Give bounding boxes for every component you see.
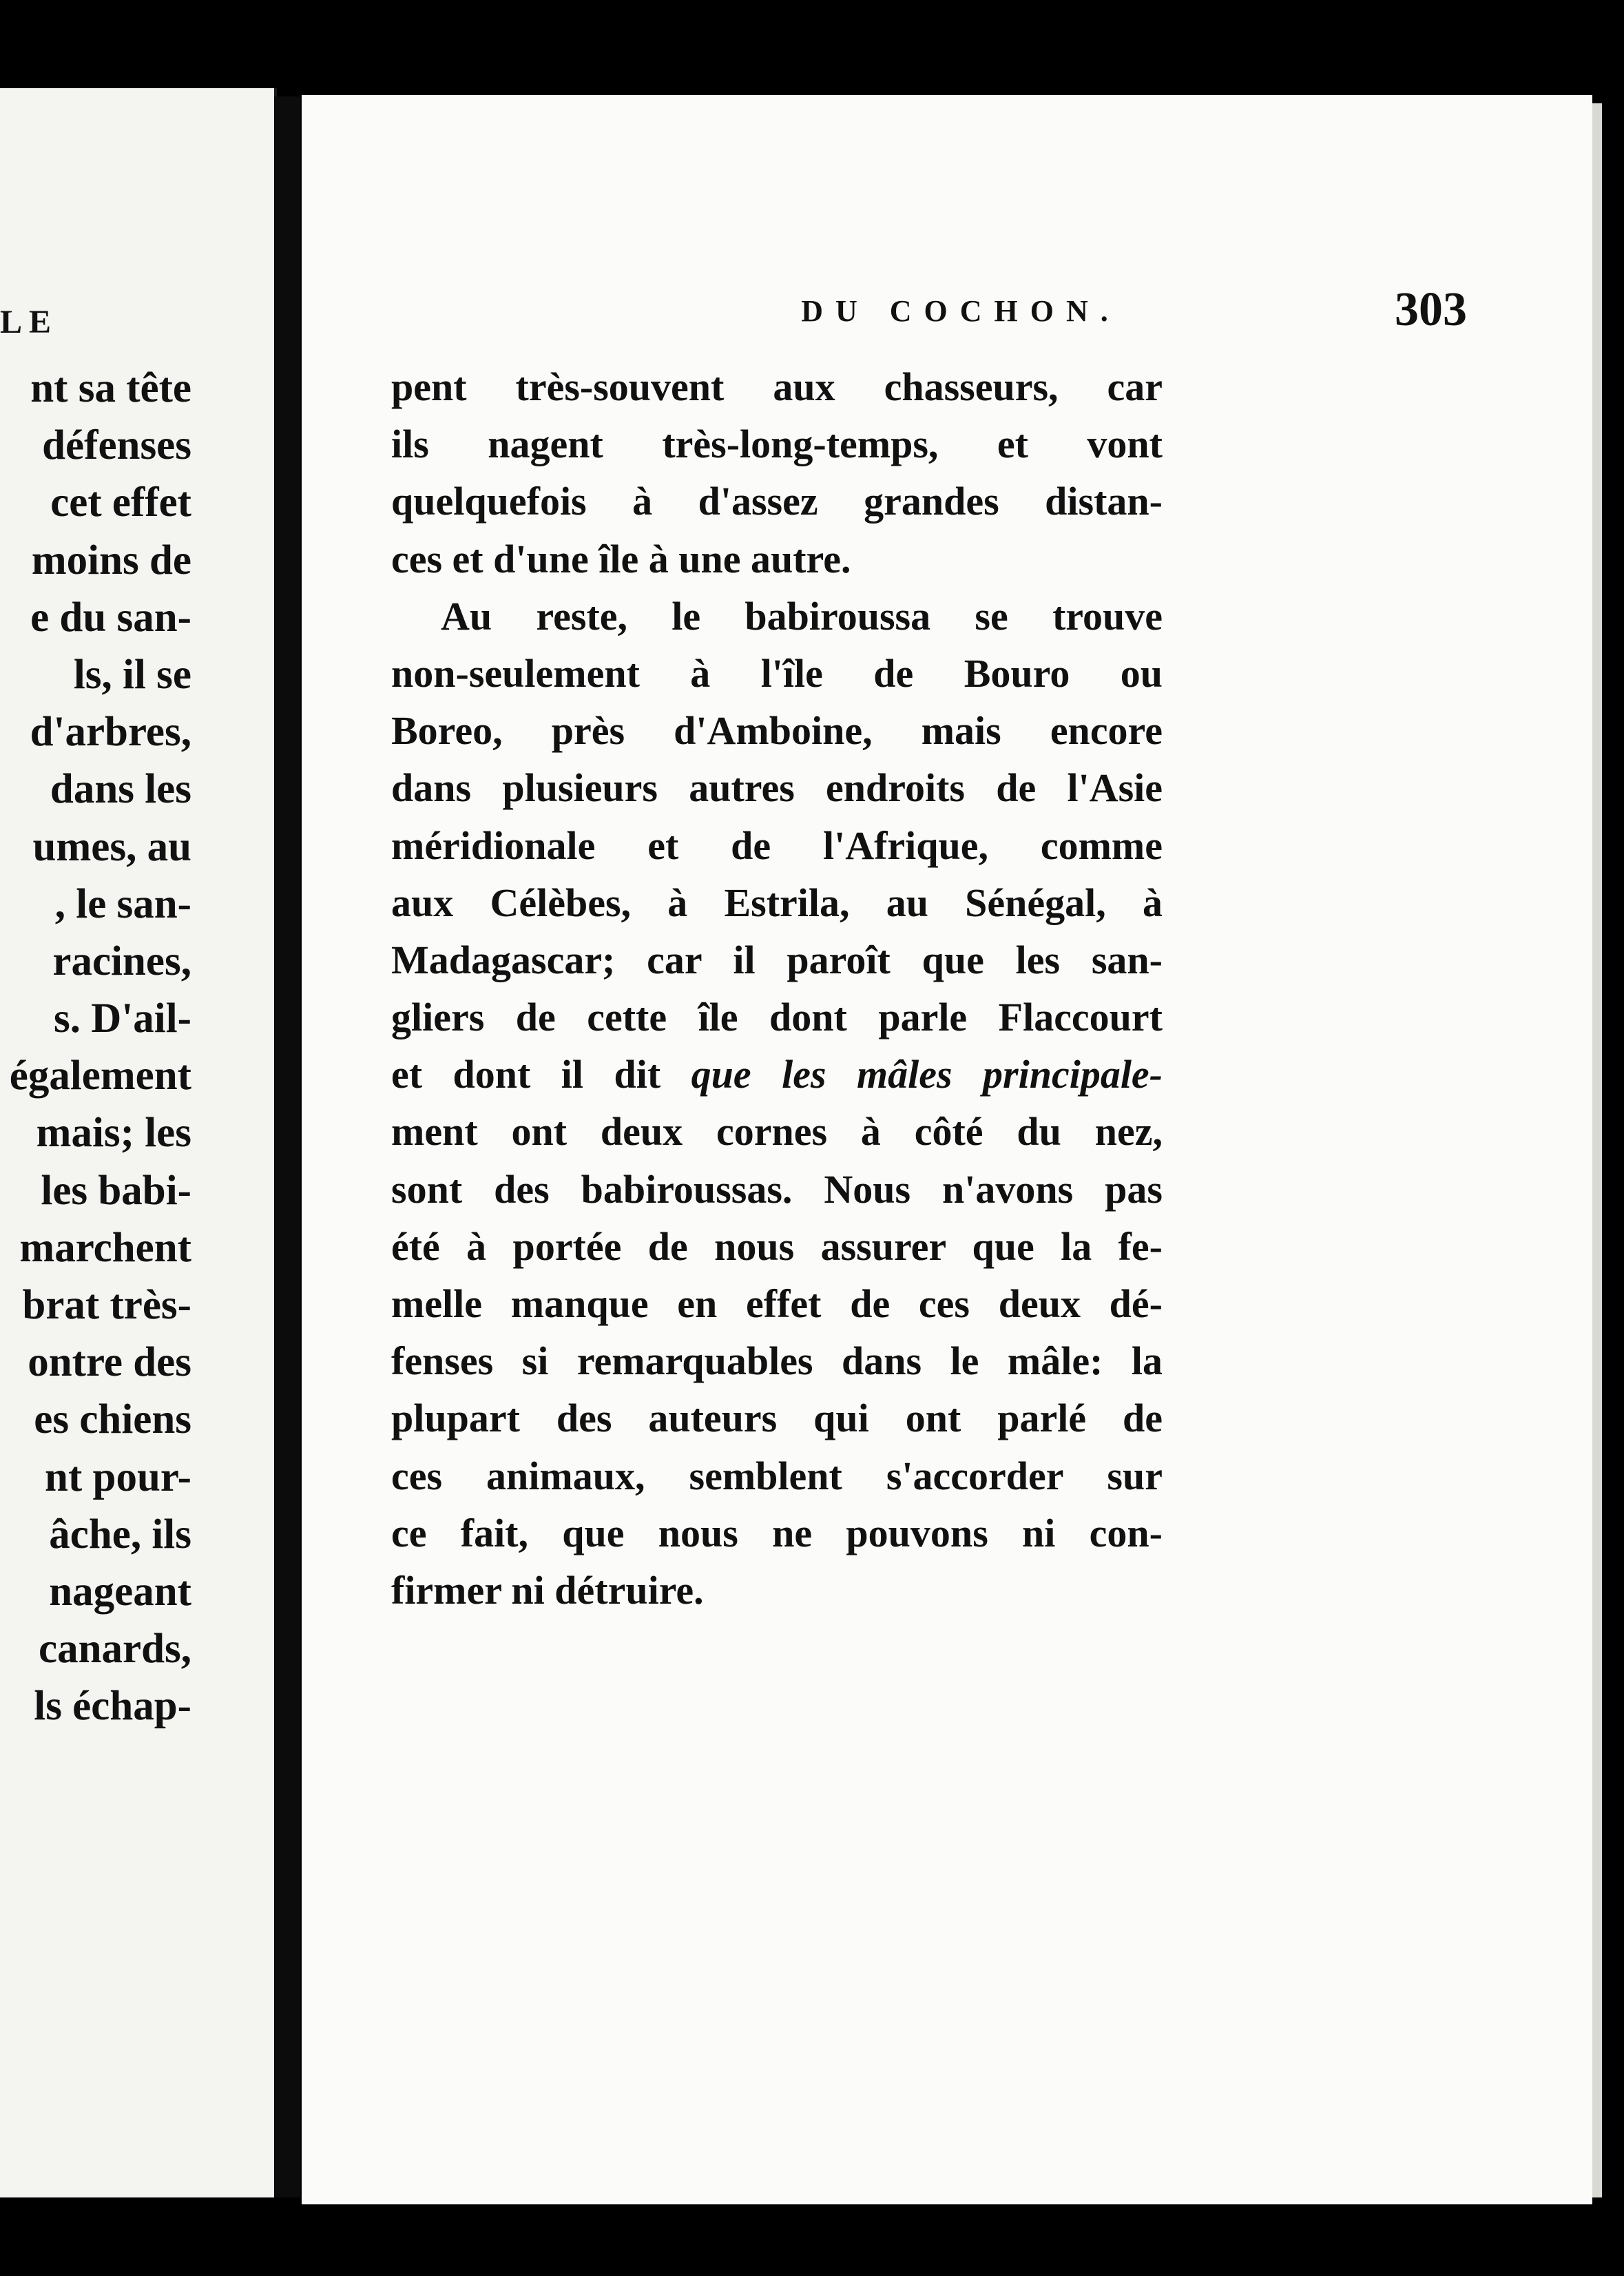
text-line-with-italic-quote bbox=[391, 1046, 1163, 1103]
facing-line: brat très- bbox=[22, 1282, 191, 1328]
main-page bbox=[302, 95, 1592, 2204]
facing-line: dans les bbox=[50, 766, 191, 813]
facing-line: également bbox=[9, 1053, 191, 1099]
text-line: pent très-souvent aux chasseurs, car bbox=[391, 364, 1163, 409]
facing-page-left bbox=[0, 88, 277, 2197]
facing-line: cet effet bbox=[50, 479, 191, 526]
text-line: Madagascar; car il paroît que les san- bbox=[391, 937, 1163, 982]
facing-line: âche, ils bbox=[49, 1511, 191, 1558]
facing-line: nt sa tête bbox=[30, 365, 191, 411]
facing-line: nageant bbox=[49, 1568, 191, 1615]
facing-line: es chiens bbox=[34, 1396, 191, 1443]
facing-line: umes, au bbox=[32, 823, 191, 870]
facing-line: e du san- bbox=[30, 594, 191, 641]
page-edge bbox=[1592, 103, 1602, 2197]
text-line: gliers de cette île dont parle Flaccourt bbox=[391, 995, 1163, 1040]
text-line: Boreo, près d'Amboine, mais encore bbox=[391, 708, 1163, 754]
text-line: ces animaux, semblent s'accorder sur bbox=[391, 1453, 1163, 1498]
facing-line: d'arbres, bbox=[30, 709, 191, 756]
text-line: melle manque en effet de ces deux dé- bbox=[391, 1281, 1163, 1326]
facing-line: nt pour- bbox=[45, 1453, 191, 1500]
facing-line: ontre des bbox=[28, 1339, 191, 1386]
text-line: été à portée de nous assurer que la fe- bbox=[391, 1223, 1163, 1269]
book-spine-gutter bbox=[274, 96, 300, 2197]
italic-quote-line: ment ont deux cornes à côté du nez, bbox=[391, 1109, 1163, 1155]
text-line: sont des babiroussas. Nous n'avons pas bbox=[391, 1166, 1163, 1212]
facing-line: marchent bbox=[19, 1224, 191, 1271]
facing-line: s. D'ail- bbox=[54, 995, 191, 1042]
text-line: dans plusieurs autres endroits de l'Asie bbox=[391, 765, 1163, 811]
text-line: firmer ni détruire. bbox=[391, 1567, 704, 1613]
facing-line: moins de bbox=[31, 537, 191, 583]
text-line: ce fait, que nous ne pouvons ni con- bbox=[391, 1510, 1163, 1555]
page-body-text bbox=[391, 358, 1163, 1619]
facing-line: ls échap- bbox=[34, 1683, 191, 1730]
facing-line: canards, bbox=[39, 1626, 191, 1673]
text-line: quelquefois à d'assez grandes distan- bbox=[391, 479, 1163, 524]
italic-quote-segment: que les mâles principale- bbox=[691, 1052, 1163, 1097]
running-title: DU COCHON. bbox=[801, 294, 1121, 328]
facing-page-header-fragment: LE bbox=[0, 304, 59, 340]
text-line: non-seulement à l'île de Bouro ou bbox=[391, 650, 1163, 696]
facing-line: les babi- bbox=[41, 1167, 191, 1214]
facing-line: mais; les bbox=[36, 1110, 191, 1157]
facing-page-text bbox=[0, 360, 191, 1735]
text-line: ils nagent très-long-temps, et vont bbox=[391, 422, 1163, 467]
text-roman-segment: et dont il dit bbox=[391, 1052, 661, 1097]
text-line: plupart des auteurs qui ont parlé de bbox=[391, 1396, 1163, 1441]
running-head bbox=[455, 283, 1467, 342]
text-line: ces et d'une île à une autre. bbox=[391, 536, 851, 581]
text-line: aux Célèbes, à Estrila, au Sénégal, à bbox=[391, 880, 1163, 925]
facing-line: défenses bbox=[42, 422, 191, 469]
text-line: fenses si remarquables dans le mâle: la bbox=[391, 1338, 1163, 1384]
facing-line: ls, il se bbox=[73, 651, 191, 698]
page-number: 303 bbox=[1395, 283, 1467, 336]
paragraph-first-line: Au reste, le babiroussa se trouve bbox=[441, 593, 1163, 639]
facing-line: racines, bbox=[52, 938, 191, 984]
facing-line: , le san- bbox=[54, 880, 191, 927]
text-line: méridionale et de l'Afrique, comme bbox=[391, 823, 1163, 868]
